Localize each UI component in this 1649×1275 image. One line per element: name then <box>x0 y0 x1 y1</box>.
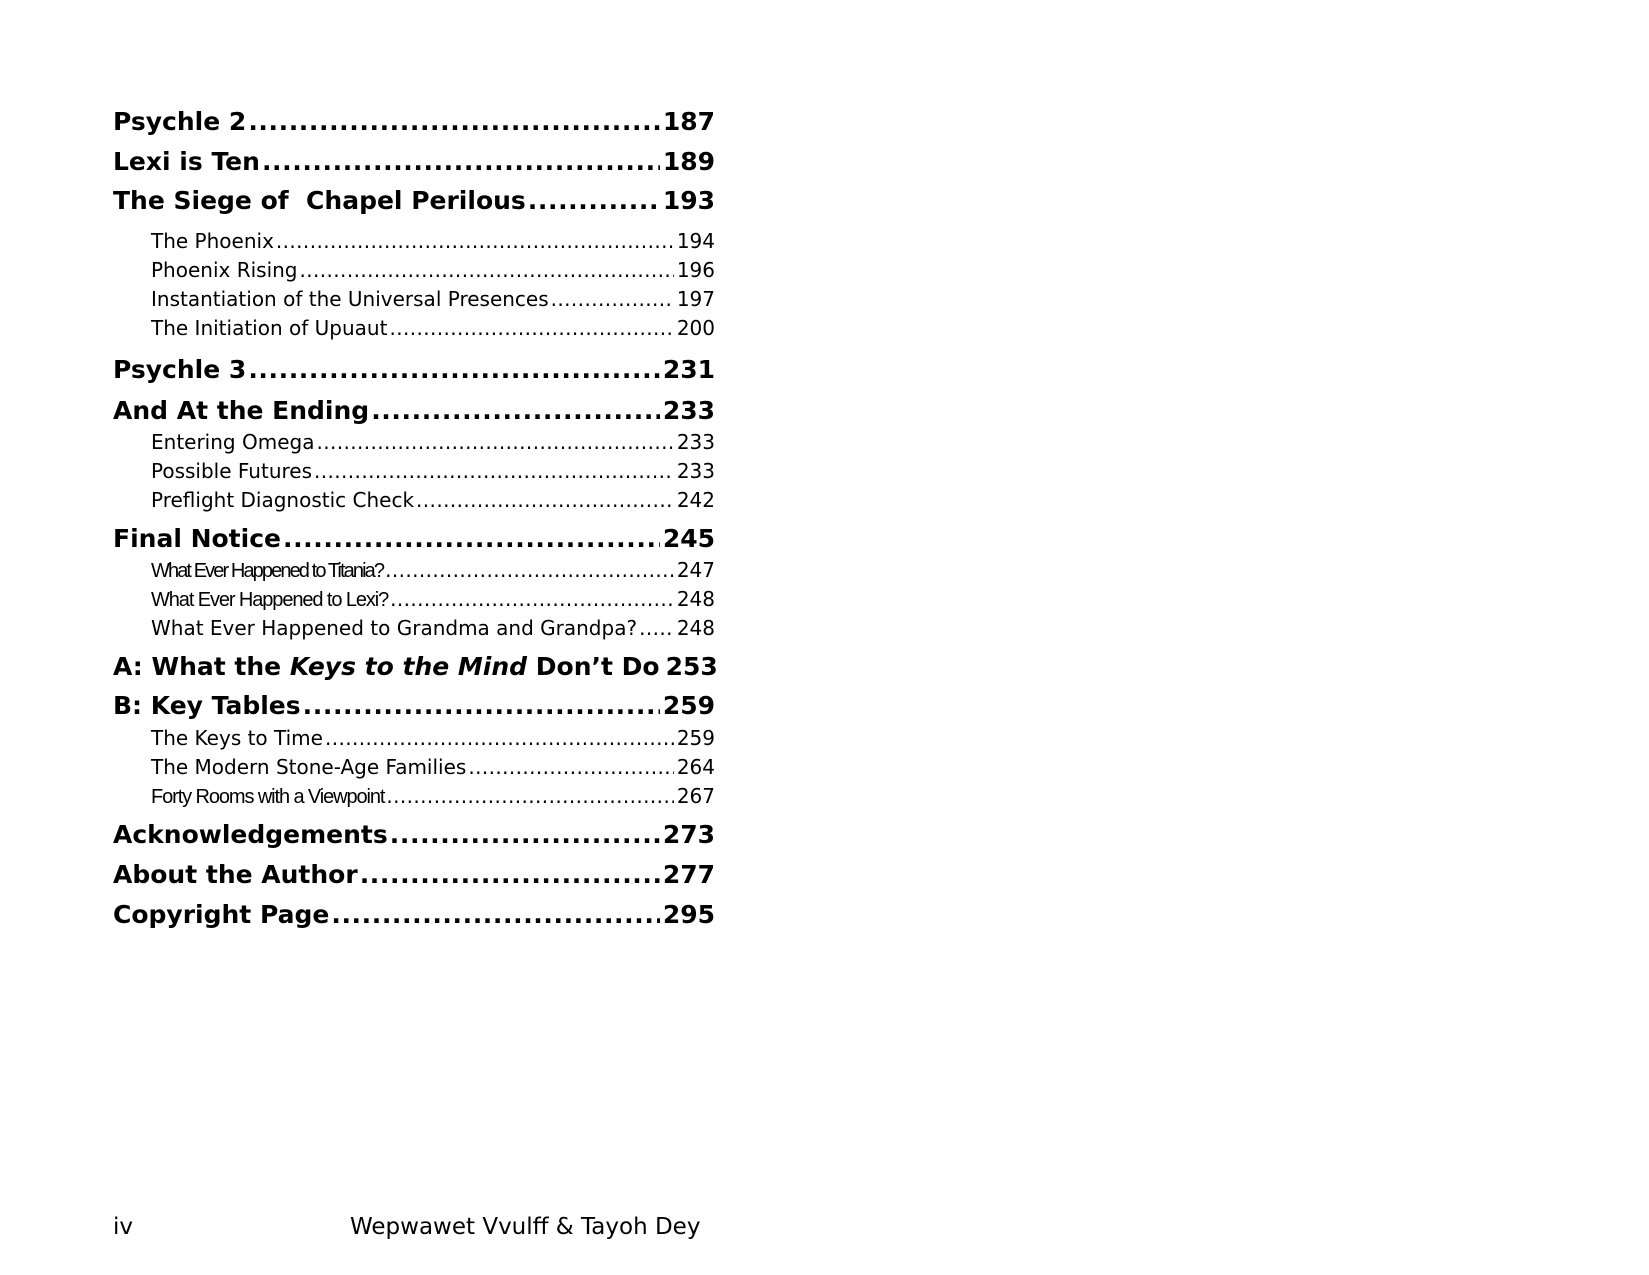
toc-entry[interactable] <box>113 819 715 851</box>
toc-subentry-title: Forty Rooms with a Viewpoint <box>151 786 385 808</box>
dot-leader <box>248 354 660 386</box>
toc-entry-page: 189 <box>662 147 715 176</box>
dot-leader <box>248 106 660 138</box>
toc-entry-title: The Siege of Chapel Perilous <box>113 186 526 215</box>
dot-leader <box>385 557 674 584</box>
toc-subentry-title: The Keys to Time <box>151 726 323 750</box>
dot-leader <box>416 487 674 514</box>
toc-subentry-title: Possible Futures <box>151 459 313 483</box>
toc-entry[interactable] <box>113 146 715 178</box>
dot-leader <box>371 395 660 427</box>
toc-entry[interactable] <box>113 651 718 683</box>
dot-leader <box>331 899 659 931</box>
toc-entry-page: 231 <box>662 355 715 384</box>
toc-entry[interactable] <box>113 899 715 931</box>
toc-entry-title: Final Notice <box>113 524 281 553</box>
toc-subentry-title: The Phoenix <box>151 229 274 253</box>
toc-subentry-title: What Ever Happened to Titania? <box>151 560 384 582</box>
toc-entry-title: Psychle 3 <box>113 355 247 384</box>
toc-subentry-page: 259 <box>676 726 715 750</box>
toc-subentry[interactable] <box>113 557 715 584</box>
toc-subentry[interactable] <box>113 586 715 613</box>
toc-entry-title: Acknowledgements <box>113 820 388 849</box>
toc-entry-title-suffix: Don’t Do <box>527 652 660 681</box>
dot-leader <box>360 859 660 891</box>
toc-entry-page: 259 <box>662 691 715 720</box>
dot-leader <box>314 458 674 485</box>
dot-leader <box>325 725 674 752</box>
toc-subentry[interactable] <box>113 315 715 342</box>
toc-entry-title: About the Author <box>113 860 358 889</box>
toc-subentry[interactable] <box>113 458 715 485</box>
toc-entry-page: 233 <box>662 396 715 425</box>
toc-subentry-page: 264 <box>676 755 715 779</box>
toc-entry[interactable] <box>113 859 715 891</box>
toc-entry[interactable] <box>113 523 715 555</box>
toc-entry-title: Copyright Page <box>113 900 330 929</box>
toc-subentry[interactable] <box>113 429 715 456</box>
dot-leader <box>390 586 674 613</box>
toc-entry[interactable] <box>113 185 715 217</box>
toc-subentry-title: Preflight Diagnostic Check <box>151 488 415 512</box>
dot-leader <box>276 228 674 255</box>
toc-subentry-page: 196 <box>676 258 715 282</box>
toc-subentry-page: 194 <box>676 229 715 253</box>
dot-leader <box>528 185 660 217</box>
toc-entry[interactable] <box>113 395 715 427</box>
dot-leader <box>316 429 673 456</box>
toc-subentry[interactable] <box>113 228 715 255</box>
toc-subentry-page: 247 <box>676 558 715 582</box>
toc-subentry-title: What Ever Happened to Grandma and Grandpa? <box>151 616 638 640</box>
toc-subentry-page: 197 <box>676 287 715 311</box>
toc-entry-page: 187 <box>662 107 715 136</box>
dot-leader <box>262 146 660 178</box>
dot-leader <box>390 819 660 851</box>
toc-subentry-title: Entering Omega <box>151 430 315 454</box>
toc-entry-title-italic: Keys to the Mind <box>289 652 528 681</box>
toc-entry-page: 277 <box>662 860 715 889</box>
toc-entry-title: B: Key Tables <box>113 691 301 720</box>
dot-leader <box>283 523 660 555</box>
toc-subentry-page: 200 <box>676 316 715 340</box>
toc-subentry-page: 248 <box>676 616 715 640</box>
dot-leader <box>468 754 673 781</box>
toc-entry-page: 295 <box>662 900 715 929</box>
page-footer <box>113 1213 813 1241</box>
toc-entry-page: 245 <box>662 524 715 553</box>
toc-entry[interactable] <box>113 106 715 138</box>
toc-subentry[interactable] <box>113 725 715 752</box>
toc-entry-title: Lexi is Ten <box>113 147 260 176</box>
toc-entry-title <box>113 651 660 683</box>
running-footer-authors: Wepwawet Vvulff & Tayoh Dey <box>350 1214 701 1240</box>
toc-subentry[interactable] <box>113 286 715 313</box>
toc-subentry-title: Instantiation of the Universal Presences <box>151 287 549 311</box>
page-number: iv <box>113 1214 134 1240</box>
toc-entry-page: 193 <box>662 186 715 215</box>
dot-leader <box>639 615 674 642</box>
toc-subentry[interactable] <box>113 257 715 284</box>
toc-subentry[interactable] <box>113 615 715 642</box>
toc-entry[interactable] <box>113 354 715 386</box>
dot-leader <box>386 783 673 810</box>
toc-subentry-page: 248 <box>676 587 715 611</box>
dot-leader <box>389 315 673 342</box>
toc-entry-page: 253 <box>665 652 718 681</box>
toc-subentry-page: 242 <box>676 488 715 512</box>
toc-entry-title: And At the Ending <box>113 396 370 425</box>
toc-entry-title: Psychle 2 <box>113 107 247 136</box>
toc-subentry-title: The Initiation of Upuaut <box>151 316 388 340</box>
toc-subentry-title: What Ever Happened to Lexi? <box>151 589 389 611</box>
dot-leader <box>551 286 674 313</box>
toc-entry-page: 273 <box>662 820 715 849</box>
toc-subentry-page: 267 <box>676 784 715 808</box>
toc-entry[interactable] <box>113 690 715 722</box>
toc-subentry-page: 233 <box>676 430 715 454</box>
toc-subentry[interactable] <box>113 754 715 781</box>
dot-leader <box>303 690 660 722</box>
toc-subentry-title: Phoenix Rising <box>151 258 298 282</box>
toc-entry-title-prefix: A: What the <box>113 652 290 681</box>
toc-subentry[interactable] <box>113 487 715 514</box>
toc-subentry[interactable] <box>113 783 715 810</box>
toc-subentry-title: The Modern Stone-Age Families <box>151 755 467 779</box>
toc-subentry-page: 233 <box>676 459 715 483</box>
dot-leader <box>300 257 674 284</box>
